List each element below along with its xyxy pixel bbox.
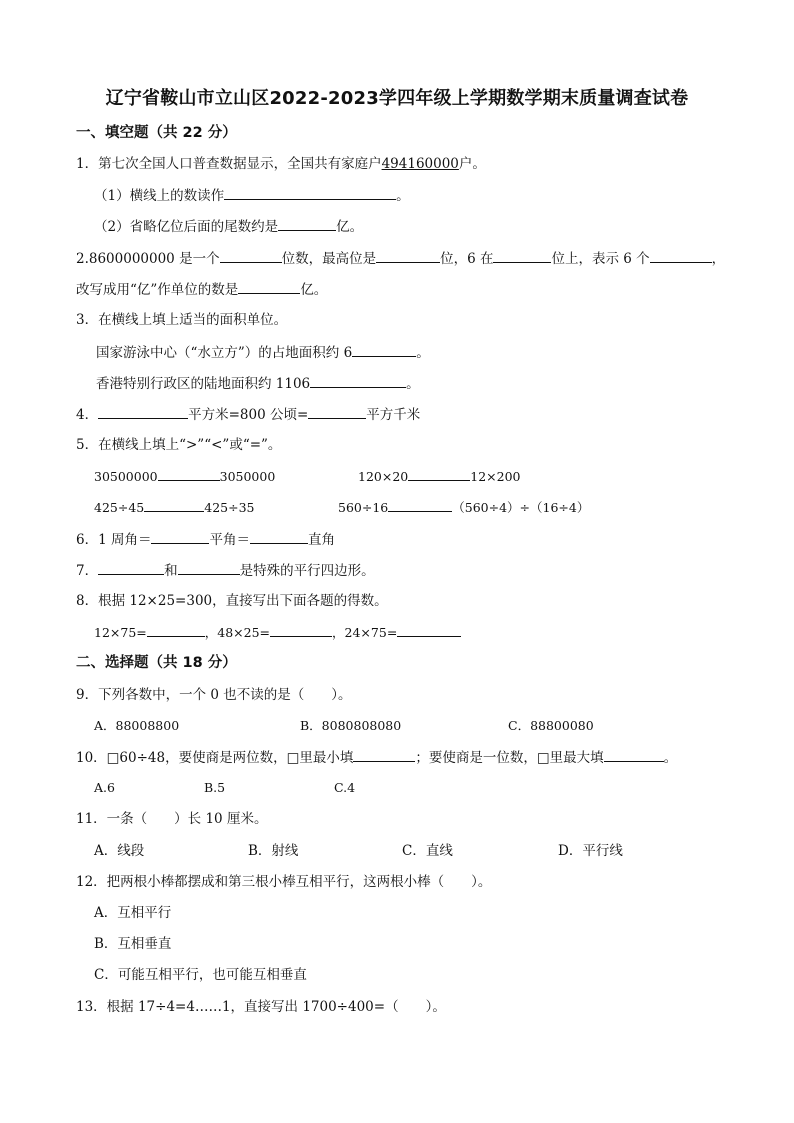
question-10	[76, 747, 677, 768]
q1-part1-text: （1）横线上的数读作	[94, 188, 225, 204]
answer-blank[interactable]	[250, 529, 308, 544]
answer-blank[interactable]	[493, 248, 551, 263]
q1-part1-end: 。	[396, 188, 410, 204]
option-a[interactable]: A．互相平行	[94, 905, 172, 921]
question-12: 12．把两根小棒都摆成和第三根小棒互相平行，这两根小棒（ ）。	[76, 874, 492, 890]
option-c[interactable]: C.4	[334, 780, 356, 795]
q8-expr-c: ，24×75=	[332, 625, 398, 640]
q5-row1-item1	[94, 466, 275, 487]
q1-stem-end: 户。	[458, 156, 486, 172]
q8-expr-b: ，48×25=	[204, 625, 271, 640]
q3-line2-end: 。	[406, 376, 420, 392]
q5-expr: 425÷35	[204, 500, 255, 515]
answer-blank[interactable]	[278, 216, 336, 231]
answer-blank[interactable]	[151, 529, 209, 544]
option-d[interactable]: D．平行线	[558, 843, 623, 859]
question-3: 3．在横线上填上适当的面积单位。	[76, 312, 288, 328]
question-4	[76, 404, 420, 425]
q1-part2-text: （2）省略亿位后面的尾数约是	[94, 219, 279, 235]
answer-blank[interactable]	[220, 248, 282, 263]
answer-blank[interactable]	[270, 622, 332, 637]
answer-blank[interactable]	[388, 497, 452, 512]
q10-text-b: ；要使商是一位数，□里最大填	[415, 750, 604, 766]
option-b[interactable]: B.5	[204, 780, 226, 795]
q1-part2-end: 亿。	[336, 219, 364, 235]
question-2	[76, 248, 725, 269]
option-b[interactable]: B．射线	[248, 843, 299, 859]
exam-title: 辽宁省鞍山市立山区2022-2023学四年级上学期数学期末质量调查试卷	[105, 88, 689, 109]
question-8: 8．根据 12×25=300，直接写出下面各题的得数。	[76, 593, 388, 609]
answer-blank[interactable]	[158, 466, 220, 481]
section-fill-in: 一、填空题（共 22 分）	[76, 125, 237, 141]
q8-expr-a: 12×75=	[94, 625, 147, 640]
answer-blank[interactable]	[98, 560, 164, 575]
q5-expr: 120×20	[358, 469, 409, 484]
answer-blank[interactable]	[353, 747, 415, 762]
answer-blank[interactable]	[397, 622, 461, 637]
q5-row2-item1	[94, 497, 255, 518]
q2-text-c: 位，6 在	[440, 251, 494, 267]
answer-blank[interactable]	[310, 373, 406, 388]
answer-blank[interactable]	[178, 560, 240, 575]
option-a[interactable]: A．88008800	[94, 718, 180, 733]
answer-blank[interactable]	[144, 497, 204, 512]
option-a[interactable]: A.6	[94, 780, 115, 795]
answer-blank[interactable]	[650, 248, 712, 263]
q6-text-a: 6．1 周角＝	[76, 532, 152, 548]
q6-text-b: 平角＝	[209, 532, 250, 548]
question-1-part-1	[94, 185, 410, 206]
answer-blank[interactable]	[238, 279, 300, 294]
answer-blank[interactable]	[408, 466, 470, 481]
option-c[interactable]: C．88800080	[508, 718, 594, 733]
question-2-line-2	[76, 279, 327, 300]
option-c[interactable]: C．直线	[402, 843, 453, 859]
q7-text-b: 是特殊的平行四边形。	[239, 563, 375, 579]
answer-blank[interactable]	[604, 747, 664, 762]
question-7	[76, 560, 375, 581]
question-3-line-2	[96, 373, 420, 394]
q5-expr: 30500000	[94, 469, 158, 484]
question-3-line-1	[96, 342, 430, 363]
q2-text-a: 2.8600000000 是一个	[76, 251, 220, 267]
q1-number: 494160000	[381, 156, 459, 172]
q1-stem: 1．第七次全国人口普查数据显示，全国共有家庭户	[76, 156, 382, 172]
option-a[interactable]: A．线段	[94, 843, 145, 859]
q5-expr: 425÷45	[94, 500, 145, 515]
section-multiple-choice: 二、选择题（共 18 分）	[76, 655, 237, 671]
q5-row2-item2	[338, 497, 589, 518]
q4-number: 4．	[76, 407, 99, 423]
q2-line2-text: 改写成用“亿”作单位的数是	[76, 282, 239, 298]
answer-blank[interactable]	[308, 404, 366, 419]
question-1	[76, 154, 486, 174]
q6-text-c: 直角	[307, 532, 335, 548]
q10-text-a: 10．□60÷48，要使商是两位数，□里最小填	[76, 750, 354, 766]
q7-text-a: 和	[164, 563, 178, 579]
option-c[interactable]: C．可能互相平行，也可能互相垂直	[94, 967, 307, 983]
question-5: 5．在横线上填上“>”“<”或“=”。	[76, 437, 282, 453]
question-1-part-2	[94, 216, 363, 237]
q5-expr: （560÷4）÷（16÷4）	[452, 500, 590, 515]
option-b[interactable]: B．互相垂直	[94, 936, 172, 952]
q5-expr: 560÷16	[338, 500, 389, 515]
question-6	[76, 529, 335, 550]
q2-line2-end: 亿。	[300, 282, 328, 298]
answer-blank[interactable]	[376, 248, 440, 263]
q5-row1-item2	[358, 466, 521, 487]
q2-text-d: 位上，表示 6 个	[551, 251, 650, 267]
q3-line1-text: 国家游泳中心（“水立方”）的占地面积约 6	[96, 345, 353, 361]
answer-blank[interactable]	[147, 622, 205, 637]
q10-text-c: 。	[663, 750, 678, 766]
question-11: 11．一条（ ）长 10 厘米。	[76, 811, 268, 827]
answer-blank[interactable]	[224, 185, 396, 200]
question-13: 13．根据 17÷4=4……1，直接写出 1700÷400=（ ）。	[76, 999, 446, 1015]
q4-text-a: 平方米=800 公顷=	[188, 407, 309, 423]
q3-line1-end: 。	[416, 345, 430, 361]
question-9: 9．下列各数中，一个 0 也不读的是（ ）。	[76, 687, 352, 703]
q5-expr: 12×200	[470, 469, 521, 484]
question-8-answers	[94, 622, 461, 643]
q3-line2-text: 香港特别行政区的陆地面积约 1106	[96, 376, 311, 392]
q2-text-e: ，	[711, 251, 726, 267]
q4-text-b: 平方千米	[366, 407, 421, 423]
q7-number: 7．	[76, 563, 99, 579]
answer-blank[interactable]	[98, 404, 188, 419]
answer-blank[interactable]	[352, 342, 416, 357]
q5-expr: 3050000	[219, 469, 276, 484]
q2-text-b: 位数，最高位是	[281, 251, 377, 267]
option-b[interactable]: B．8080808080	[300, 718, 402, 733]
